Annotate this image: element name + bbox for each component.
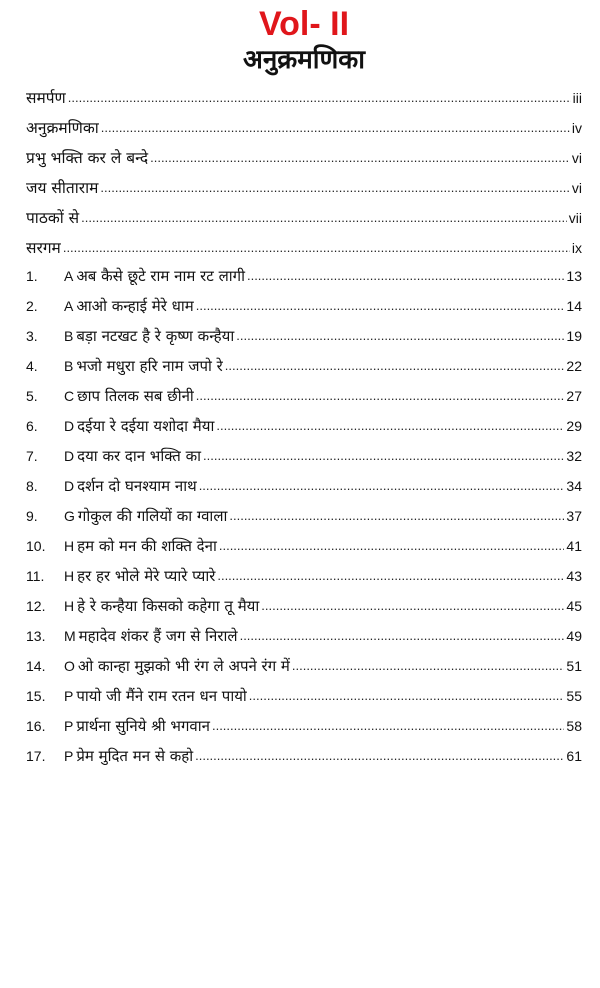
toc-page-number: 41 (566, 538, 582, 554)
entry-number: 7. (26, 448, 38, 464)
entry-letter: P (64, 718, 74, 734)
toc-page-number: ix (571, 240, 582, 256)
toc-entry-title: पाठकों से (26, 209, 80, 227)
toc-page-number: 61 (566, 748, 582, 764)
toc-song-row (26, 596, 582, 626)
toc-song-row (26, 386, 582, 416)
entry-letter: P (64, 688, 74, 704)
toc-song-row (26, 566, 582, 596)
entry-letter: C (64, 388, 75, 404)
entry-number: 8. (26, 478, 38, 494)
dot-leader (150, 148, 570, 166)
toc-page-number: 49 (566, 628, 582, 644)
toc-entry-title: आओ कन्हाई मेरे धाम (76, 297, 194, 315)
front-matter-list (26, 86, 582, 266)
toc-front-row (26, 146, 582, 176)
toc-page-number: 45 (566, 598, 582, 614)
toc-page-number: vi (571, 180, 582, 196)
dot-leader (196, 386, 565, 404)
toc-song-row (26, 476, 582, 506)
toc-page-number: vi (571, 150, 582, 166)
toc-entry-title: हर हर भोले मेरे प्यारे प्यारे (77, 567, 216, 585)
toc-entry-title: बड़ा नटखट है रे कृष्ण कन्हैया (76, 327, 235, 345)
dot-leader (68, 88, 571, 106)
toc-front-row (26, 176, 582, 206)
toc-entry-title: प्रेम मुदित मन से कहो (76, 747, 194, 765)
toc-page-number: 37 (566, 508, 582, 524)
dot-leader (217, 566, 564, 584)
dot-leader (261, 596, 564, 614)
toc-page-number: 32 (566, 448, 582, 464)
toc-entry-title: ओ कान्हा मुझको भी रंग ले अपने रंग में (77, 657, 290, 675)
entry-letter: B (64, 328, 74, 344)
toc-page-number: 22 (566, 358, 582, 374)
toc-song-row (26, 536, 582, 566)
toc-entry-title: अब कैसे छूटे राम नाम रट लागी (76, 267, 245, 285)
toc-front-row (26, 206, 582, 236)
toc-entry-title: प्रार्थना सुनिये श्री भगवान (76, 717, 210, 735)
toc-song-row (26, 266, 582, 296)
toc-page-number: 43 (566, 568, 582, 584)
toc-page-number: 14 (566, 298, 582, 314)
dot-leader (101, 118, 570, 136)
toc-entry-title: सरगम (26, 239, 61, 257)
dot-leader (195, 746, 564, 764)
entry-number: 1. (26, 268, 38, 284)
entry-number: 13. (26, 628, 46, 644)
toc-song-row (26, 686, 582, 716)
toc-entry-title: दईया रे दईया यशोदा मैया (77, 417, 215, 435)
entry-letter: D (64, 448, 75, 464)
entry-number: 4. (26, 358, 38, 374)
toc-song-row (26, 506, 582, 536)
entry-letter: H (64, 598, 75, 614)
entry-letter: D (64, 418, 75, 434)
toc-entry-title: समर्पण (26, 89, 66, 107)
toc-song-row (26, 326, 582, 356)
toc-page-number: 51 (566, 658, 582, 674)
dot-leader (225, 356, 565, 374)
entry-number: 11. (26, 568, 45, 584)
dot-leader (247, 266, 564, 284)
toc-page-number: 27 (566, 388, 582, 404)
entry-letter: G (64, 508, 75, 524)
toc-song-row (26, 446, 582, 476)
dot-leader (100, 178, 569, 196)
song-list (26, 266, 582, 776)
entry-letter: B (64, 358, 74, 374)
toc-song-row (26, 356, 582, 386)
entry-letter: A (64, 268, 74, 284)
toc-entry-title: पायो जी मैंने राम रतन धन पायो (76, 687, 247, 705)
toc-page-number: 55 (566, 688, 582, 704)
toc-page-number: 19 (566, 328, 582, 344)
page-title: अनुक्रमणिका (242, 45, 366, 75)
dot-leader (229, 506, 564, 524)
toc-song-row (26, 296, 582, 326)
entry-number: 9. (26, 508, 38, 524)
entry-number: 17. (26, 748, 46, 764)
dot-leader (216, 416, 564, 434)
entry-letter: M (64, 628, 76, 644)
entry-letter: H (64, 568, 75, 584)
toc-page-number: iv (571, 120, 582, 136)
toc-page-number: iii (572, 90, 582, 106)
entry-letter: P (64, 748, 74, 764)
toc-entry-title: दया कर दान भक्ति का (77, 447, 202, 465)
toc-front-row (26, 116, 582, 146)
dot-leader (236, 326, 564, 344)
entry-letter: A (64, 298, 74, 314)
dot-leader (81, 208, 567, 226)
toc-entry-title: गोकुल की गलियों का ग्वाला (77, 507, 228, 525)
toc-song-row (26, 626, 582, 656)
dot-leader (63, 238, 570, 256)
toc-page (0, 4, 600, 988)
entry-number: 3. (26, 328, 38, 344)
toc-page-number: vii (568, 210, 582, 226)
volume-heading: Vol- II (258, 5, 350, 43)
entry-letter: H (64, 538, 75, 554)
entry-letter: D (64, 478, 75, 494)
dot-leader (292, 656, 565, 674)
entry-number: 14. (26, 658, 46, 674)
dot-leader (196, 296, 565, 314)
entry-number: 5. (26, 388, 38, 404)
toc-entry-title: अनुक्रमणिका (26, 119, 99, 137)
toc-song-row (26, 716, 582, 746)
toc-front-row (26, 236, 582, 266)
entry-number: 16. (26, 718, 46, 734)
dot-leader (219, 536, 565, 554)
toc-page-number: 13 (566, 268, 582, 284)
toc-page-number: 58 (566, 718, 582, 734)
entry-number: 6. (26, 418, 38, 434)
toc-page-number: 29 (566, 418, 582, 434)
toc-front-row (26, 86, 582, 116)
entry-number: 2. (26, 298, 38, 314)
entry-number: 12. (26, 598, 46, 614)
toc-entry-title: छाप तिलक सब छीनी (77, 387, 194, 405)
dot-leader (249, 686, 565, 704)
dot-leader (203, 446, 564, 464)
entry-number: 10. (26, 538, 46, 554)
dot-leader (240, 626, 565, 644)
toc-entry-title: हम को मन की शक्ति देना (77, 537, 217, 555)
toc-entry-title: हे रे कन्हैया किसको कहेगा तू मैया (77, 597, 260, 615)
toc-song-row (26, 656, 582, 686)
toc-song-row (26, 416, 582, 446)
toc-entry-title: प्रभु भक्ति कर ले बन्दे (26, 149, 149, 167)
toc-entry-title: दर्शन दो घनश्याम नाथ (77, 477, 197, 495)
entry-number: 15. (26, 688, 46, 704)
entry-letter: O (64, 658, 75, 674)
dot-leader (199, 476, 565, 494)
dot-leader (212, 716, 564, 734)
toc-song-row (26, 746, 582, 776)
toc-page-number: 34 (566, 478, 582, 494)
toc-entry-title: भजो मधुरा हरि नाम जपो रे (76, 357, 223, 375)
toc-entry-title: जय सीताराम (26, 179, 99, 197)
toc-entry-title: महादेव शंकर हैं जग से निराले (78, 627, 238, 645)
